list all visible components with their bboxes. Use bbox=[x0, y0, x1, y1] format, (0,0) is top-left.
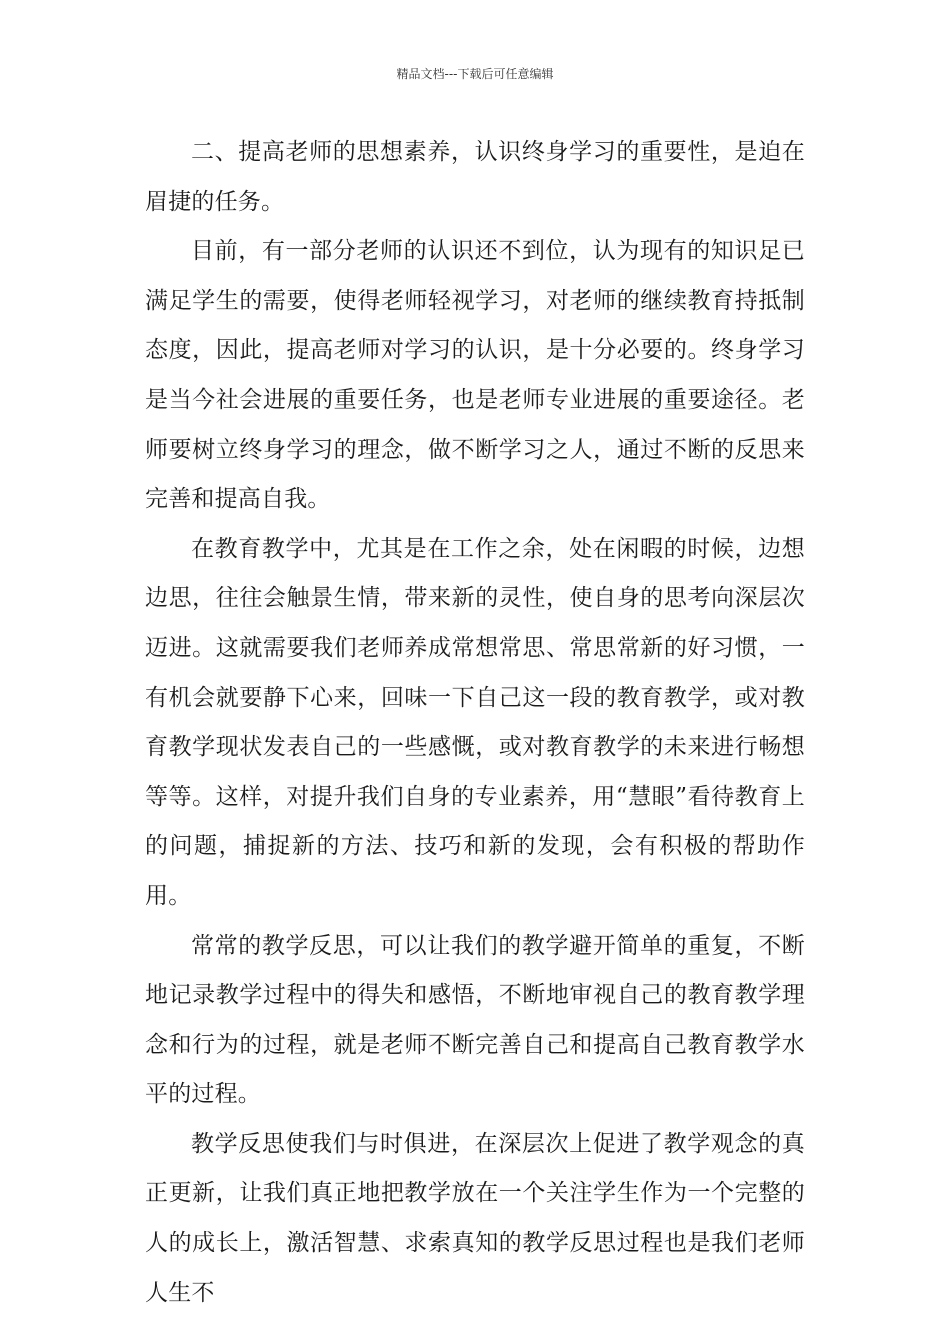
document-body bbox=[145, 128, 805, 1318]
paragraph-1: 二、提高老师的思想素养，认识终身学习的重要性，是迫在眉捷的任务。 bbox=[145, 139, 805, 215]
paragraph-2: 目前，有一部分老师的认识还不到位，认为现有的知识足已满足学生的需要，使得老师轻视学习，对老师的继续教育持抵制态度，因此，提高老师对学习的认识，是十分必要的。终身学习是当今社会进展的重要任务，也是老师专业进展的重要途径。老师要树立终身学习的理念，做不断学习之人，通过不断的反思来完善和提高自我。 bbox=[145, 238, 805, 513]
page-header: 精品文档---下载后可任意编辑 bbox=[396, 67, 554, 81]
paragraph-3: 在教育教学中，尤其是在工作之余，处在闲暇的时候，边想边思，往往会触景生情，带来新的灵性，使自身的思考向深层次迈进。这就需要我们老师养成常想常思、常思常新的好习惯，一有机会就要静下心来，回味一下自己这一段的教育教学，或对教育教学现状发表自己的一些感慨，或对教育教学的未来进行畅想等等。这样，对提升我们自身的专业素养，用“慧眼”看待教育上的问题，捕捉新的方法、技巧和新的发现，会有积极的帮助作用。 bbox=[145, 535, 805, 909]
paragraph-5: 教学反思使我们与时俱进，在深层次上促进了教学观念的真正更新，让我们真正地把教学放在一个关注学生作为一个完整的人的成长上，激活智慧、求索真知的教学反思过程也是我们老师人生不 bbox=[145, 1130, 805, 1306]
paragraph-4: 常常的教学反思，可以让我们的教学避开简单的重复，不断地记录教学过程中的得失和感悟，不断地审视自己的教育教学理念和行为的过程，就是老师不断完善自己和提高自己教育教学水平的过程。 bbox=[145, 932, 805, 1108]
